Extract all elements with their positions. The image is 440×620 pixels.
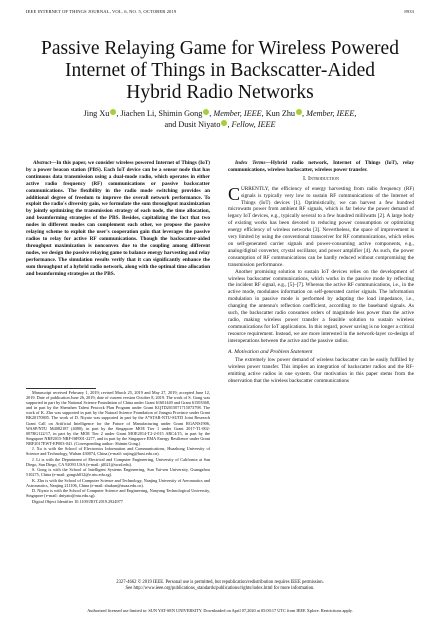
section-heading-introduction: I. Introduction [303,175,339,182]
index-terms [228,160,414,174]
download-footer: Authorized licensed use limited to: SUN YAT-SEN UNIVERSITY. Downloaded on April 07,2020 at 05:00:17 UTC from IEEE Xplore. Restrictions apply. [87,608,353,613]
abstract [26,160,210,277]
title-line: Passive Relaying Game for Wireless Powered [41,38,399,59]
footnote-affiliation: S. Gong is with the School of Intelligent Systems Engineering, Sun Yat-sen University, Guangzhou 510275, China (e-mail: gongsh012@e.ntu.edu.sg). [26,467,210,478]
footnote-doi: Digital Object Identifier 10.1109/JIOT.2019.2924977 [32,498,123,504]
footnotes [26,390,210,504]
paper-title [30,38,410,104]
abstract-body: —In this paper, we consider wireless powered Internet of Things (IoT) by a power beacon station (PBS). Each IoT device can be a sensor node that has continuous data transmission using a dual-mode radio, which operates in either active radio frequency (RF) communications or passive backscatter communications. The flexibility in the radio mode switching provides an additional degree of freedom to improve the overall network performance. To exploit the radio's diversity gain, we formulate the sum throughput maximization by jointly optimizing the transmission strategy of each node, the time allocation, and beamforming strategies of the PBS. Besides, capitalizing the fact that two nodes in different modes can complement each other, we propose the passive relaying scheme to exploit the user's cooperation gain that leverages the passive radios to relay for active RF communications. Though the backscatter-aided throughput maximization is nonconvex due to the coupling among different nodes, we design the passive relaying game to balance energy harvesting and relay performance. The simulation results verify that it can significantly enhance the sum throughput of a hybrid radio network, along with the optimal time allocation and beamforming strategies at the PBS. [26,160,210,277]
drop-cap: C [228,183,241,204]
index-terms-body: —Hybrid radio network, Internet of Things (IoT), relay communications, wireless backscatter, wireless power transfer. [228,160,414,173]
orcid-icon[interactable] [296,109,302,115]
footnote-affiliation: D. Niyato is with the School of Computer Science and Engineering, Nanyang Technological University, Singapore (e-mail: dniyato@ntu.edu.sg). [26,488,210,499]
footnote-affiliation: J. Xu is with the School of Electronics Information and Communications, Huazhong University of Science and Technology, Wuhan 430074, China (e-mail: xujing@hust.edu.cn). [26,446,210,457]
orcid-icon[interactable] [110,109,116,115]
copyright-notice: 2327-4662 © 2019 IEEE. Personal use is permitted, but republication/redistribution requires IEEE permission. See http://www.ieee.org/publications_standards/publications/rights/index.html for more information. [116,580,324,591]
footnote-affiliation: J. Li is with the Department of Electrical and Computer Engineering, University of California at San Diego, San Diego, CA 92093 USA (e-mail: jil021@ucsd.edu). [26,456,210,467]
running-header [26,9,414,17]
footnote-affiliation: K. Zhu is with the School of Computer Science and Technology, Nanjing University of Aeronautics and Astronautics, Nanjing 211106, China (e-mail: zhukun@nuaa.edu.cn). [26,477,210,488]
journal-header: IEEE INTERNET OF THINGS JOURNAL, VOL. 6, NO. 5, OCTOBER 2019 [26,9,177,14]
title-line: Internet of Things in Backscatter-Aided [64,60,376,81]
author-line: Jing Xu , Jiachen Li, Shimin Gong , Member, IEEE, Kun Zhu , Member, IEEE, [83,109,357,118]
author-line: and Dusit Niyato , Fellow, IEEE [164,120,276,129]
orcid-icon[interactable] [203,109,209,115]
subsection-heading-motivation: A. Motivation and Problem Statement [228,348,313,355]
index-terms-label: Index Terms [235,160,266,166]
abstract-label: Abstract [33,160,52,166]
intro-paragraph: CURRENTLY, the efficiency of energy harvesting from radio frequency (RF) signals is typically very low to sustain RF communications of the Internet of Things (IoT) devices [1]. Optimistically, we can harvest a few hundred microwatts power from ambient RF signals, which is far below the power demand of legacy IoT devices, e.g., typically several to a few hundred milliwatts [2]. A large body of existing works has been devoted to reducing power consumption or optimizing energy efficiency of wireless networks [3]. Nevertheless, the space of improvement is very limited by using the conventional transceiver for RF communications, which relies on self-generated carrier signals and power-consuming active components, e.g., analog/digital converter, crystal oscillator, and power amplifier [4]. As such, the power consumption of RF communications can be hardly reduced without compromising the transmission performance. [228,183,414,268]
motivation-paragraph: The extremely low power demand of wireless backscatter can be easily fulfilled by wireless power transfer. This implies an integration of backscatter radios and the RF-emitting active radios in one system. Our motivation in this paper stems from the observation that the wireless backscatter communications [228,357,414,385]
footnote-divider [26,388,96,389]
footnote-manuscript: Manuscript received February 1, 2019; revised March 25, 2019 and May 27, 2019; accepted June 12, 2019. Date of publication June 26, 2019; date of current version October 8, 2019. The work of S. Gong was supported in part by the National Science Foundation of China under Grant 61601449 and Grant 61503368, and in part by the Shenzhen Talent Peacock Plan Program under Grant KQTD2015071715073798. The work of K. Zhu was supported in part by the Natural Science Foundation of Jiangsu Province under Grant BK20170805. The work of D. Niyato was supported in part by the A*STAR-NTU-SUTD Joint Research Grant Call on Artificial Intelligence for the Future of Manufacturing under Grant RGANS1906, WASP/NTU M4082187 (4080), in part by the Singapore MOE Tier 1 under Grant 2017-T1-002-007RG122/17, in part by the MOE Tier 2 under Grant MOE2014-T2-2-015 ARC4/15, in part by the Singapore NRF2015-NRF-ISF001-2277, and in part by the Singapore EMA Energy Resilience under Grant NRF2017EWT-EP003-041. (Corresponding author: Shimin Gong.) [26,390,210,446]
intro-paragraph: Another promising solution to sustain IoT devices relies on the development of wireless backscatter communications, which works in the passive mode by reflecting the incident RF signal, e.g., [5]–[7]. Whereas the active RF communications, i.e., in the active mode, modulates information on self-generated carrier signals. The information modulation in passive mode is performed by adapting the load impedance, i.e., changing the antenna's reflection coefficient, according to the baseband signals. As such, the backscatter radio consumes orders of magnitude less power than the active radio, making wireless power transfer a feasible solution to sustain wireless communications for IoT applications. In this regard, power saving is no longer a critical resource requirement. Instead, we are more interested in the network-layer co-design of interoperations between the active and the passive radios. [228,268,414,344]
right-column [228,160,414,385]
page-number: 8933 [404,9,414,14]
title-line: Hybrid Radio Networks [126,82,314,103]
author-list [30,108,410,130]
left-column [26,160,210,277]
